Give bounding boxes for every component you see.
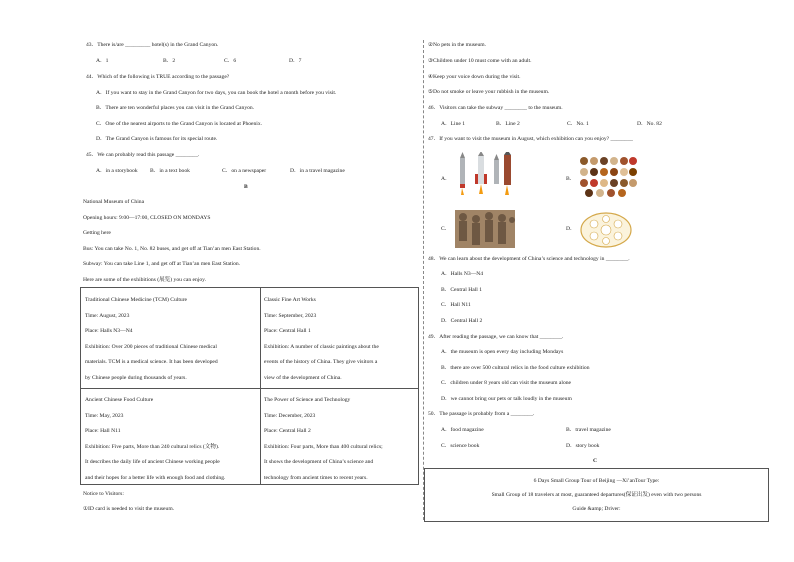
herbal-medicine-icon xyxy=(578,155,638,197)
museum-title: National Museum of China xyxy=(83,199,145,205)
q46-stem: 46．Visitors can take the subway ________ to the museum. xyxy=(428,105,563,111)
exhibition-tcm: Traditional Chinese Medicine (TCM) Culture Time: August, 2023 Place: Halls N3—N4 Exhibition: Over 200 pieces of traditional Chinese medical materials. TCM is a medical science. It has been developed by Chinese people during thousands of years. xyxy=(85,297,218,381)
q47-stem: 47．If you want to visit the museum in August, which exhibition can you enjoy? ________ xyxy=(428,136,633,142)
q48-stem: 48．We can learn about the development of China’s science and technology in ________. xyxy=(428,256,630,262)
terracotta-warriors-icon xyxy=(455,210,515,248)
notice-1: ①ID card is needed to visit the museum. xyxy=(83,506,175,512)
q44-option-d: D．The Grand Canyon is famous for its special route. xyxy=(96,136,218,142)
q45-stem: 45．We can probably read this passage ________. xyxy=(86,152,200,158)
q44-stem: 44．Which of the following is TRUE according to the passage? xyxy=(86,74,230,80)
food-plate-icon xyxy=(580,212,632,248)
exhibition-fine-art: Classic Fine Art Works Time: September, 2023 Place: Central Hall 1 Exhibition: A number of classic paintings about the events of the history of China. They give visitors a view of the development of China. xyxy=(264,297,379,381)
q47-label-a: A． xyxy=(441,176,451,182)
q46-option-a: A．Line 1 xyxy=(441,121,466,127)
getting-here: Getting here xyxy=(83,230,111,236)
q45-option-d: D．in a travel magazine xyxy=(290,168,345,174)
section-b-heading: B xyxy=(244,184,248,190)
exhibition-science: The Power of Science and Technology Time: December, 2023 Place: Central Hall 2 Exhibition: Four parts, More than 400 cultural relics; It shows the development of China’s science and technology from ancient times to recent years. xyxy=(264,397,383,481)
q49-option-a: A．the museum is open every day including Mondays xyxy=(441,349,564,355)
q46-option-c: C．No. 1 xyxy=(567,121,589,127)
column-divider xyxy=(423,40,424,520)
notice-title: Notice to Visitors: xyxy=(83,491,124,497)
q48-option-d: D．Central Hall 2 xyxy=(441,318,483,324)
q43-option-c: C．6 xyxy=(224,58,237,64)
q50-stem: 50．The passage is probably from a ________. xyxy=(428,411,535,417)
q45-option-a: A．in a storybook xyxy=(96,168,138,174)
q44-option-a: A．If you want to stay in the Grand Canyon for two days, you can book the hotel a month before you visit. xyxy=(96,90,337,96)
q48-option-b: B．Central Hall 1 xyxy=(441,287,483,293)
q44-option-b: B．There are ten wonderful places you can visit in the Grand Canyon. xyxy=(96,105,255,111)
q43-option-d: D．7 xyxy=(289,58,302,64)
q48-option-a: A．Halls N3—N4 xyxy=(441,271,484,277)
q49-option-d: D．we cannot bring our pets or talk loudly in the museum xyxy=(441,396,572,402)
tour-guide: Guide &amp; Driver: xyxy=(572,506,621,512)
exhibition-food: Ancient Chinese Food Culture Time: May, 2023 Place: Hall N11 Exhibition: Five parts, More than 240 cultural relics (文物). It describes the daily life of ancient Chinese working people and their hopes for a better life with enough food and clothing. xyxy=(85,397,226,481)
tour-info-box xyxy=(424,468,769,522)
q45-option-b: B．in a text book xyxy=(150,168,190,174)
q45-option-c: C．on a newspaper xyxy=(222,168,267,174)
rockets-icon xyxy=(454,152,520,196)
section-c-heading: C xyxy=(593,458,598,464)
notice-3: ③Children under 10 must come with an adult. xyxy=(428,58,532,64)
q49-stem: 49．After reading the passage, we can know that ________. xyxy=(428,334,564,340)
q50-option-c: C．science book xyxy=(441,443,480,449)
tour-group: Small Group of 18 travelers at most, guaranteed departures(保证出发) even with two persons xyxy=(491,492,702,498)
bus-info: Bus: You can take No. 1, No. 82 buses, and get off at Tian’an men East Station. xyxy=(83,246,261,252)
q47-label-c: C． xyxy=(441,226,451,232)
q44-option-c: C．One of the nearest airports to the Grand Canyon is located at Phoenix. xyxy=(96,121,263,127)
q47-label-b: B． xyxy=(566,176,576,182)
exhibitions-table xyxy=(80,287,419,485)
q43-stem: 43．There is/are _________ hotel(s) in the Grand Canyon. xyxy=(86,42,219,48)
q43-option-a: A．1 xyxy=(96,58,109,64)
q50-option-b: B．travel magazine xyxy=(566,427,611,433)
q50-option-d: D．story book xyxy=(566,443,600,449)
notice-5: ⑤Do not smoke or leave your rubbish in the museum. xyxy=(428,89,550,95)
opening-hours: Opening hours: 9:00—17:00, CLOSED ON MONDAYS xyxy=(83,215,211,221)
subway-info: Subway: You can take Line 1, and get off at Tian’an men East Station. xyxy=(83,261,241,267)
q46-option-b: B．Line 2 xyxy=(496,121,520,127)
notice-2: ②No pets in the museum. xyxy=(428,42,486,48)
notice-4: ④Keep your voice down during the visit. xyxy=(428,74,521,80)
q48-option-c: C．Hall N11 xyxy=(441,302,471,308)
q50-option-a: A．food magazine xyxy=(441,427,484,433)
q47-label-d: D． xyxy=(566,226,576,232)
exhibitions-intro: Here are some of the exhibitions (展览) you can enjoy. xyxy=(83,277,206,283)
q43-option-b: B．2 xyxy=(163,58,176,64)
q49-option-b: B．there are over 500 cultural relics in the food culture exhibition xyxy=(441,365,590,371)
q49-option-c: C．children under 8 years old can visit the museum alone xyxy=(441,380,572,386)
q46-option-d: D．No. 82 xyxy=(637,121,662,127)
tour-title: 6 Days Small Group Tour of Beijing —Xi’anTour Type: xyxy=(533,478,660,484)
